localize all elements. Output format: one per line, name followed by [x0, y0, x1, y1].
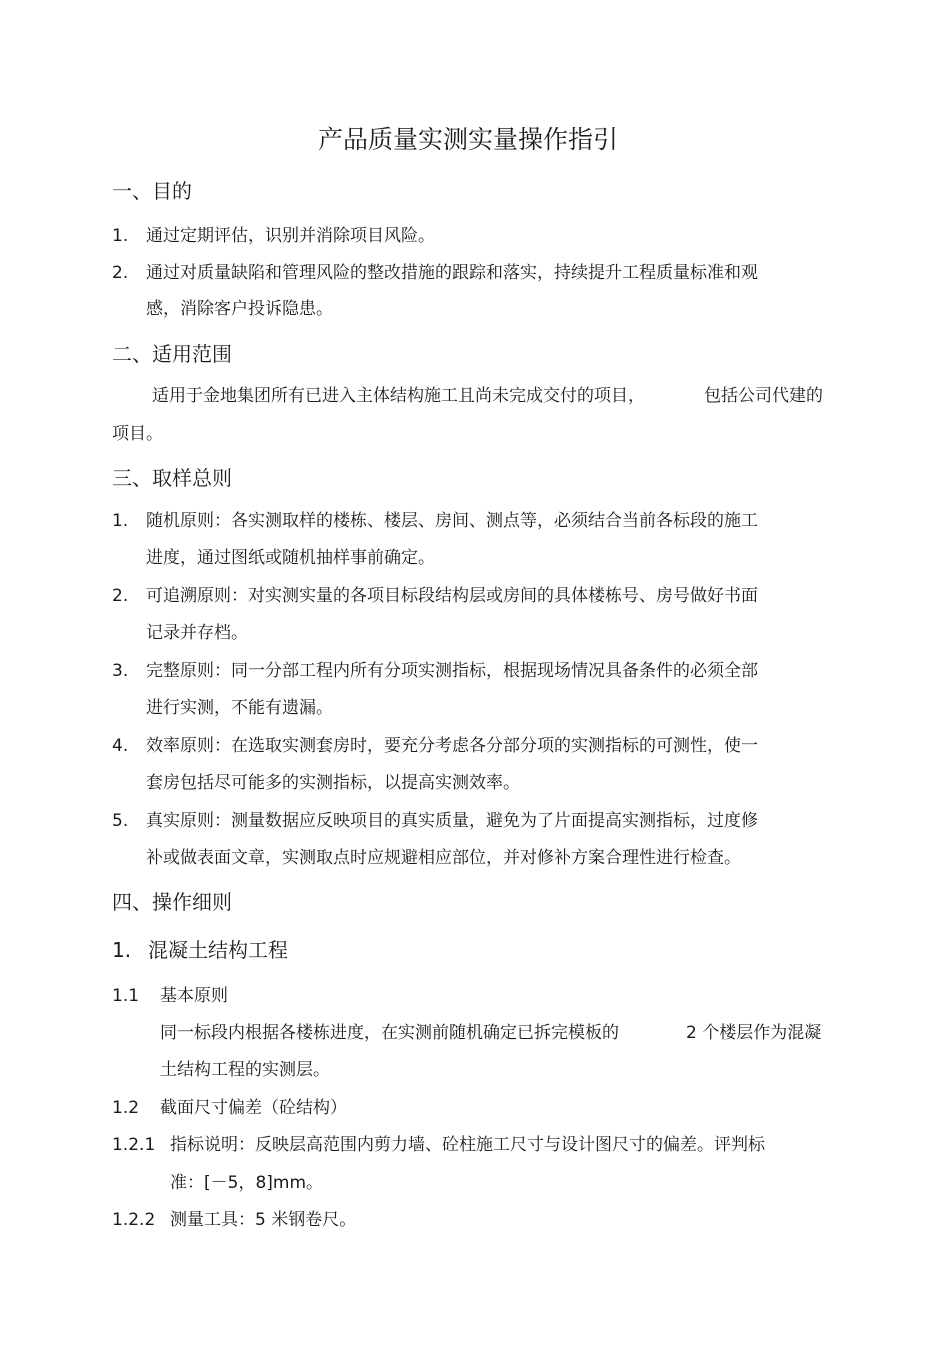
- paragraph-text: 测量工具：5 米钢卷尺。: [170, 1210, 357, 1230]
- subsection-heading: 混凝土结构工程: [148, 938, 288, 962]
- list-item-number: 5.: [112, 811, 129, 831]
- section-heading-operation: 四、操作细则: [112, 890, 232, 914]
- list-item-text: 可追溯原则：对实测实量的各项目标段结构层或房间的具体楼栋号、房号做好书面: [146, 586, 758, 606]
- list-item-number: 4.: [112, 736, 129, 756]
- list-item-text: 通过定期评估，识别并消除项目风险。: [146, 226, 435, 246]
- section-heading-purpose: 一、目的: [112, 179, 192, 203]
- paragraph-text: 包括公司代建的: [704, 386, 823, 406]
- clause-number: 1.2: [112, 1098, 140, 1118]
- list-item-text: 效率原则：在选取实测套房时，要充分考虑各分部分项的实测指标的可测性，使一: [146, 736, 758, 756]
- paragraph-text: 适用于金地集团所有已进入主体结构施工且尚未完成交付的项目，: [152, 386, 645, 406]
- list-item-text: 套房包括尽可能多的实测指标，以提高实测效率。: [146, 773, 520, 793]
- list-item-number: 2.: [112, 263, 129, 283]
- page-title: 产品质量实测实量操作指引: [318, 125, 619, 154]
- clause-title: 截面尺寸偏差（砼结构）: [160, 1098, 347, 1118]
- paragraph-text: 2 个楼层作为混凝: [686, 1023, 822, 1043]
- clause-number: 1.2.1: [112, 1135, 156, 1155]
- list-item-number: 2.: [112, 586, 129, 606]
- section-heading-sampling: 三、取样总则: [112, 466, 232, 490]
- clause-title: 基本原则: [160, 986, 228, 1006]
- list-item-text: 感，消除客户投诉隐患。: [146, 299, 333, 319]
- list-item-text: 记录并存档。: [146, 623, 248, 643]
- list-item-text: 进度，通过图纸或随机抽样事前确定。: [146, 548, 435, 568]
- list-item-text: 通过对质量缺陷和管理风险的整改措施的跟踪和落实，持续提升工程质量标准和观: [146, 263, 758, 283]
- paragraph-text: 土结构工程的实测层。: [160, 1060, 330, 1080]
- list-item-text: 随机原则：各实测取样的楼栋、楼层、房间、测点等，必须结合当前各标段的施工: [146, 511, 758, 531]
- section-heading-scope: 二、适用范围: [112, 342, 232, 366]
- list-item-text: 进行实测，不能有遗漏。: [146, 698, 333, 718]
- paragraph-text: 同一标段内根据各楼栋进度，在实测前随机确定已拆完模板的: [160, 1023, 619, 1043]
- list-item-text: 真实原则：测量数据应反映项目的真实质量，避免为了片面提高实测指标，过度修: [146, 811, 758, 831]
- paragraph-text: 指标说明：反映层高范围内剪力墙、砼柱施工尺寸与设计图尺寸的偏差。评判标: [170, 1135, 765, 1155]
- subsection-number: 1.: [112, 938, 132, 962]
- clause-number: 1.2.2: [112, 1210, 156, 1230]
- list-item-number: 1.: [112, 226, 129, 246]
- clause-number: 1.1: [112, 986, 140, 1006]
- paragraph-text: 项目。: [112, 424, 163, 444]
- list-item-number: 3.: [112, 661, 129, 681]
- list-item-text: 补或做表面文章，实测取点时应规避相应部位，并对修补方案合理性进行检查。: [146, 848, 741, 868]
- paragraph-text: 准：[－5，8]mm。: [170, 1173, 324, 1193]
- list-item-number: 1.: [112, 511, 129, 531]
- list-item-text: 完整原则：同一分部工程内所有分项实测指标，根据现场情况具备条件的必须全部: [146, 661, 758, 681]
